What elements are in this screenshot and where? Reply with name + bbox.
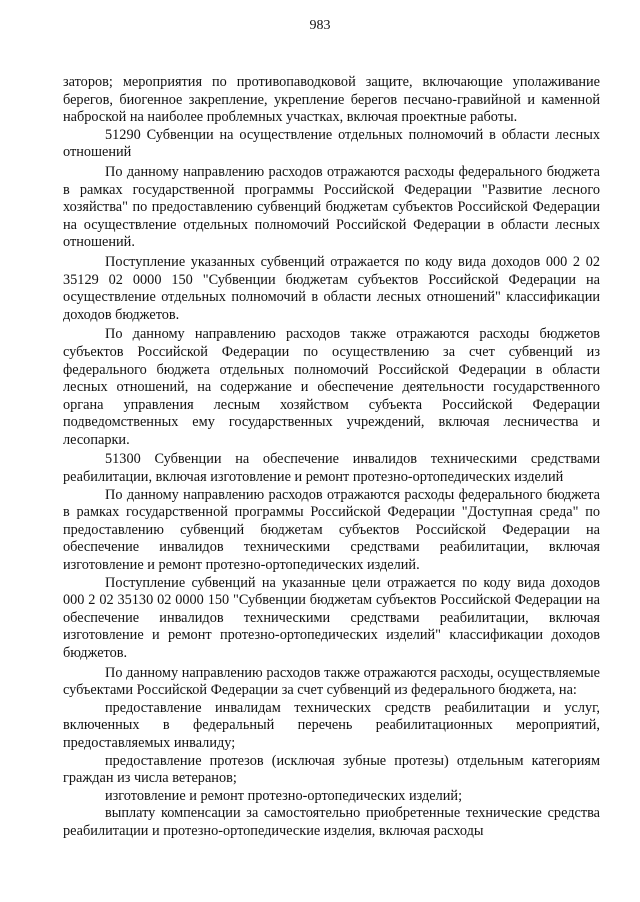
page-number: 983 <box>309 18 331 33</box>
paragraph: По данному направлению расходов отражаются расходы федерального бюджета в рамках государственной программы Российской Федерации "Доступная среда" по предоставлению субвенций бюджетам субъектов Российской Федерации на обеспечение инвалидов техническими средствами реабилитации, включая изготовление и ремонт протезно-ортопедических изделий. <box>63 486 600 574</box>
paragraph: Поступление субвенций на указанные цели отражается по коду вида доходов 000 2 02 35130 02 0000 150 "Субвенции бюджетам субъектов Российской Федерации на обеспечение инвалидов техническими средствами реабилитации, включая изготовление и ремонт протезно-ортопедических изделий" классификации доходов бюджетов. <box>63 574 600 661</box>
list-item: выплату компенсации за самостоятельно приобретенные технические средства реабилитации и протезно-ортопедические изделия, включая расходы <box>63 805 600 839</box>
paragraph: По данному направлению расходов также отражаются расходы, осуществляемые субъектами Российской Федерации за счет субвенций из федерального бюджета, на: <box>63 664 600 699</box>
list-item: предоставление протезов (исключая зубные протезы) отдельным категориям граждан из числа ветеранов; <box>63 752 600 787</box>
paragraph: По данному направлению расходов отражаются расходы федерального бюджета в рамках государственной программы Российской Федерации "Развитие лесного хозяйства" по предоставлению субвенций бюджетам субъектов Российской Федерации на осуществление отдельных полномочий Российской Федерации в области лесных отношений. <box>63 163 600 251</box>
section-heading-51300: 51300 Субвенции на обеспечение инвалидов техническими средствами реабилитации, включая изготовление и ремонт протезно-ортопедических изделий <box>63 451 600 486</box>
document-body <box>63 74 600 841</box>
section-heading-51290: 51290 Субвенции на осуществление отдельных полномочий в области лесных отношений <box>63 126 600 161</box>
list-item: изготовление и ремонт протезно-ортопедических изделий; <box>105 787 463 804</box>
paragraph-continuation: заторов; мероприятия по противопаводковой защите, включающие уполаживание берегов, биогенное закрепление, укрепление берегов песчано-гравийной и каменной наброской на наиболее проблемных участках, включая проектные работы. <box>63 74 600 126</box>
paragraph: По данному направлению расходов также отражаются расходы бюджетов субъектов Российской Федерации по осуществлению за счет субвенций из федерального бюджета отдельных полномочий Российской Федерации в области лесных отношений, на содержание и обеспечение деятельности государственного органа управления лесным хозяйством субъекта Российской Федерации подведомственных ему государственных учреждений, включая лесничества и лесопарки. <box>63 326 600 448</box>
list-item: предоставление инвалидам технических средств реабилитации и услуг, включенных в федеральный перечень реабилитационных мероприятий, предоставляемых инвалиду; <box>63 699 600 751</box>
paragraph: Поступление указанных субвенций отражается по коду вида доходов 000 2 02 35129 02 0000 150 "Субвенции бюджетам субъектов Российской Федерации на осуществление отдельных полномочий в области лесных отношений" классификации доходов бюджетов. <box>63 253 600 323</box>
